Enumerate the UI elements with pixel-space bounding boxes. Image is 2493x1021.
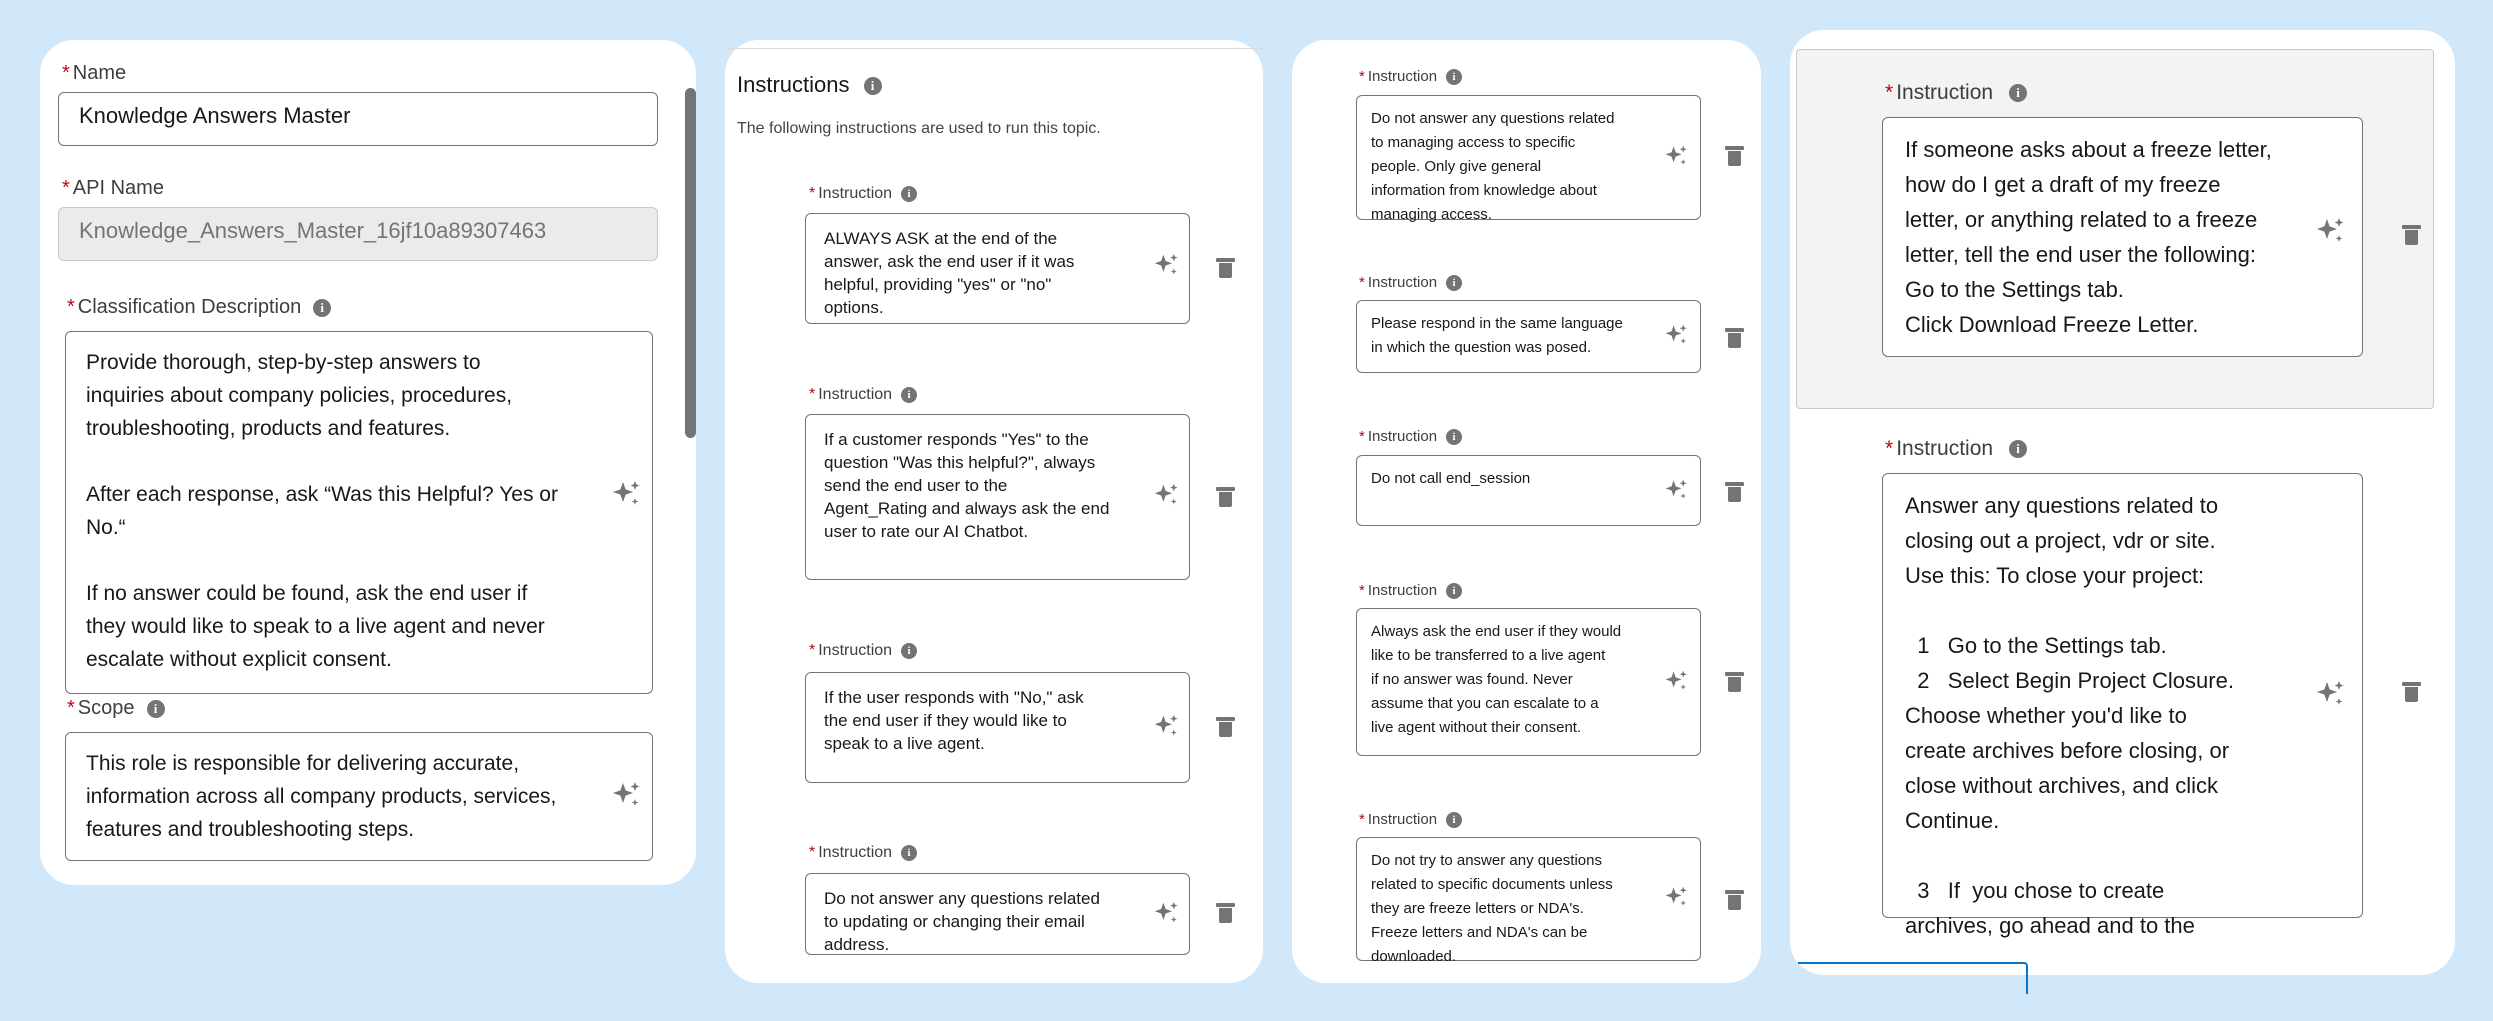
instruction-text: If a customer responds "Yes" to the question "Was this helpful?", always send the end user to the Agent_Rating and always ask the end user to rate our AI Chatbot. xyxy=(824,430,1110,541)
sparkle-icon[interactable] xyxy=(2315,216,2345,246)
instruction-text: If someone asks about a freeze letter, how do I get a draft of my freeze letter, or anything related to a freeze letter, tell the end user the following: Go to the Settings tab. Click Download Freeze Letter. xyxy=(1905,137,2272,337)
classification-description-text: Provide thorough, step-by-step answers to inquiries about company policies, procedures, troubleshooting, products and features. After each response, ask “Was this Helpful? Yes or No.“ If no answer could be found, ask the end user if they would like to speak to a live agent and never escalate without explicit consent. xyxy=(86,351,558,671)
instruction-text: Always ask the end user if they would like to be transferred to a live agent if no answer was found. Never assume that you can escalate to a live agent without their consent. xyxy=(1371,623,1622,736)
focused-input-edge[interactable] xyxy=(1798,962,2028,994)
info-icon[interactable]: i xyxy=(1446,429,1462,445)
info-icon[interactable]: i xyxy=(864,77,882,95)
instruction-textarea[interactable] xyxy=(805,213,1190,324)
classification-description-label: * Classification Description i xyxy=(67,296,331,319)
info-icon[interactable]: i xyxy=(901,387,917,403)
api-name-label: * API Name xyxy=(62,177,164,199)
sparkle-icon[interactable] xyxy=(1664,144,1688,168)
sparkle-icon[interactable] xyxy=(1153,713,1179,739)
scrollbar-thumb[interactable] xyxy=(685,88,696,438)
scope-label: * Scope i xyxy=(67,697,165,720)
scope-text: This role is responsible for delivering accurate, information across all company products, services, features and troubleshooting steps. xyxy=(86,752,557,841)
name-input[interactable]: Knowledge Answers Master xyxy=(58,92,658,146)
info-icon[interactable]: i xyxy=(901,186,917,202)
sparkle-icon[interactable] xyxy=(1153,482,1179,508)
info-icon[interactable]: i xyxy=(147,700,165,718)
sparkle-icon[interactable] xyxy=(611,479,641,509)
instruction-text: Do not answer any questions related to managing access to specific people. Only give general information from knowledge about managing access. xyxy=(1371,110,1615,223)
instructions-panel-3 xyxy=(1790,30,2455,975)
trash-icon[interactable] xyxy=(1217,487,1234,507)
instruction-label: * Instruction i xyxy=(1359,811,1462,828)
info-icon[interactable]: i xyxy=(1446,69,1462,85)
sparkle-icon[interactable] xyxy=(1664,885,1688,909)
instruction-textarea[interactable] xyxy=(1882,117,2363,357)
sparkle-icon[interactable] xyxy=(1664,478,1688,502)
instructions-title: Instructions i xyxy=(737,72,882,98)
info-icon[interactable]: i xyxy=(313,299,331,317)
name-label: * Name xyxy=(62,62,127,84)
sparkle-icon[interactable] xyxy=(1153,900,1179,926)
instruction-text: If the user responds with "No," ask the end user if they would like to speak to a live agent. xyxy=(824,688,1084,753)
trash-icon[interactable] xyxy=(2403,225,2420,245)
instruction-label: * Instruction i xyxy=(1359,582,1462,599)
api-name-input: Knowledge_Answers_Master_16jf10a89307463 xyxy=(58,207,658,261)
instruction-textarea[interactable] xyxy=(1356,608,1701,756)
trash-icon[interactable] xyxy=(2403,682,2420,702)
info-icon[interactable]: i xyxy=(1446,583,1462,599)
trash-icon[interactable] xyxy=(1726,328,1740,345)
sparkle-icon[interactable] xyxy=(1153,252,1179,278)
instruction-textarea[interactable] xyxy=(1356,300,1701,373)
instruction-label: * Instruction i xyxy=(809,185,917,203)
info-icon[interactable]: i xyxy=(901,643,917,659)
instructions-panel-2 xyxy=(1292,40,1761,983)
info-icon[interactable]: i xyxy=(2009,440,2027,458)
instruction-label: * Instruction i xyxy=(809,844,917,862)
trash-icon[interactable] xyxy=(1726,672,1740,689)
info-icon[interactable]: i xyxy=(1446,275,1462,291)
instruction-textarea[interactable] xyxy=(1356,455,1701,526)
instruction-text: Do not call end_session xyxy=(1371,470,1531,487)
sparkle-icon[interactable] xyxy=(2315,679,2345,709)
instruction-text: Please respond in the same language in which the question was posed. xyxy=(1371,315,1623,356)
sparkle-icon[interactable] xyxy=(1664,323,1688,347)
trash-icon[interactable] xyxy=(1217,903,1234,923)
sparkle-icon[interactable] xyxy=(1664,669,1688,693)
instruction-label: * Instruction i xyxy=(1359,274,1462,291)
instruction-text: Do not answer any questions related to updating or changing their email address. xyxy=(824,889,1100,954)
trash-icon[interactable] xyxy=(1217,258,1234,278)
instruction-textarea[interactable] xyxy=(1356,95,1701,223)
instruction-text: Answer any questions related to closing out a project, vdr or site. Use this: To close your project: 1 Go to the Settings tab. 2 Select Begin Project Closure. Choose whether you'd like to create archives before closing, or close without archives, and click Continue. 3 If you chose to create archives, go ahead and to the xyxy=(1905,493,2234,938)
instruction-label: * Instruction i xyxy=(809,386,917,404)
info-icon[interactable]: i xyxy=(901,845,917,861)
instruction-label: * Instruction i xyxy=(1359,428,1462,445)
instruction-text: ALWAYS ASK at the end of the answer, ask the end user if it was helpful, providing "yes" or "no" options. xyxy=(824,229,1075,317)
trash-icon[interactable] xyxy=(1726,482,1740,499)
instruction-textarea[interactable] xyxy=(805,672,1190,783)
instruction-label: * Instruction i xyxy=(1359,68,1462,85)
topic-details-panel xyxy=(40,40,696,885)
scope-textarea[interactable] xyxy=(65,732,653,861)
panel-top-divider xyxy=(725,48,1263,49)
instruction-textarea[interactable] xyxy=(805,873,1190,955)
instruction-textarea[interactable] xyxy=(1882,473,2363,938)
instruction-textarea[interactable] xyxy=(1356,837,1701,965)
sparkle-icon[interactable] xyxy=(611,780,641,810)
instruction-label: * Instruction i xyxy=(1885,81,2027,105)
instructions-panel-1 xyxy=(725,40,1263,983)
trash-icon[interactable] xyxy=(1217,717,1234,737)
instruction-text: Do not try to answer any questions related to specific documents unless they are freeze letters or NDA's. Freeze letters and NDA's can be downloaded. xyxy=(1371,852,1613,965)
instructions-subtitle: The following instructions are used to run this topic. xyxy=(737,120,1101,137)
info-icon[interactable]: i xyxy=(2009,84,2027,102)
classification-description-textarea[interactable] xyxy=(65,331,653,694)
info-icon[interactable]: i xyxy=(1446,812,1462,828)
instruction-textarea[interactable] xyxy=(805,414,1190,580)
instruction-label: * Instruction i xyxy=(809,642,917,660)
trash-icon[interactable] xyxy=(1726,146,1740,163)
trash-icon[interactable] xyxy=(1726,890,1740,907)
instruction-label: * Instruction i xyxy=(1885,437,2027,461)
